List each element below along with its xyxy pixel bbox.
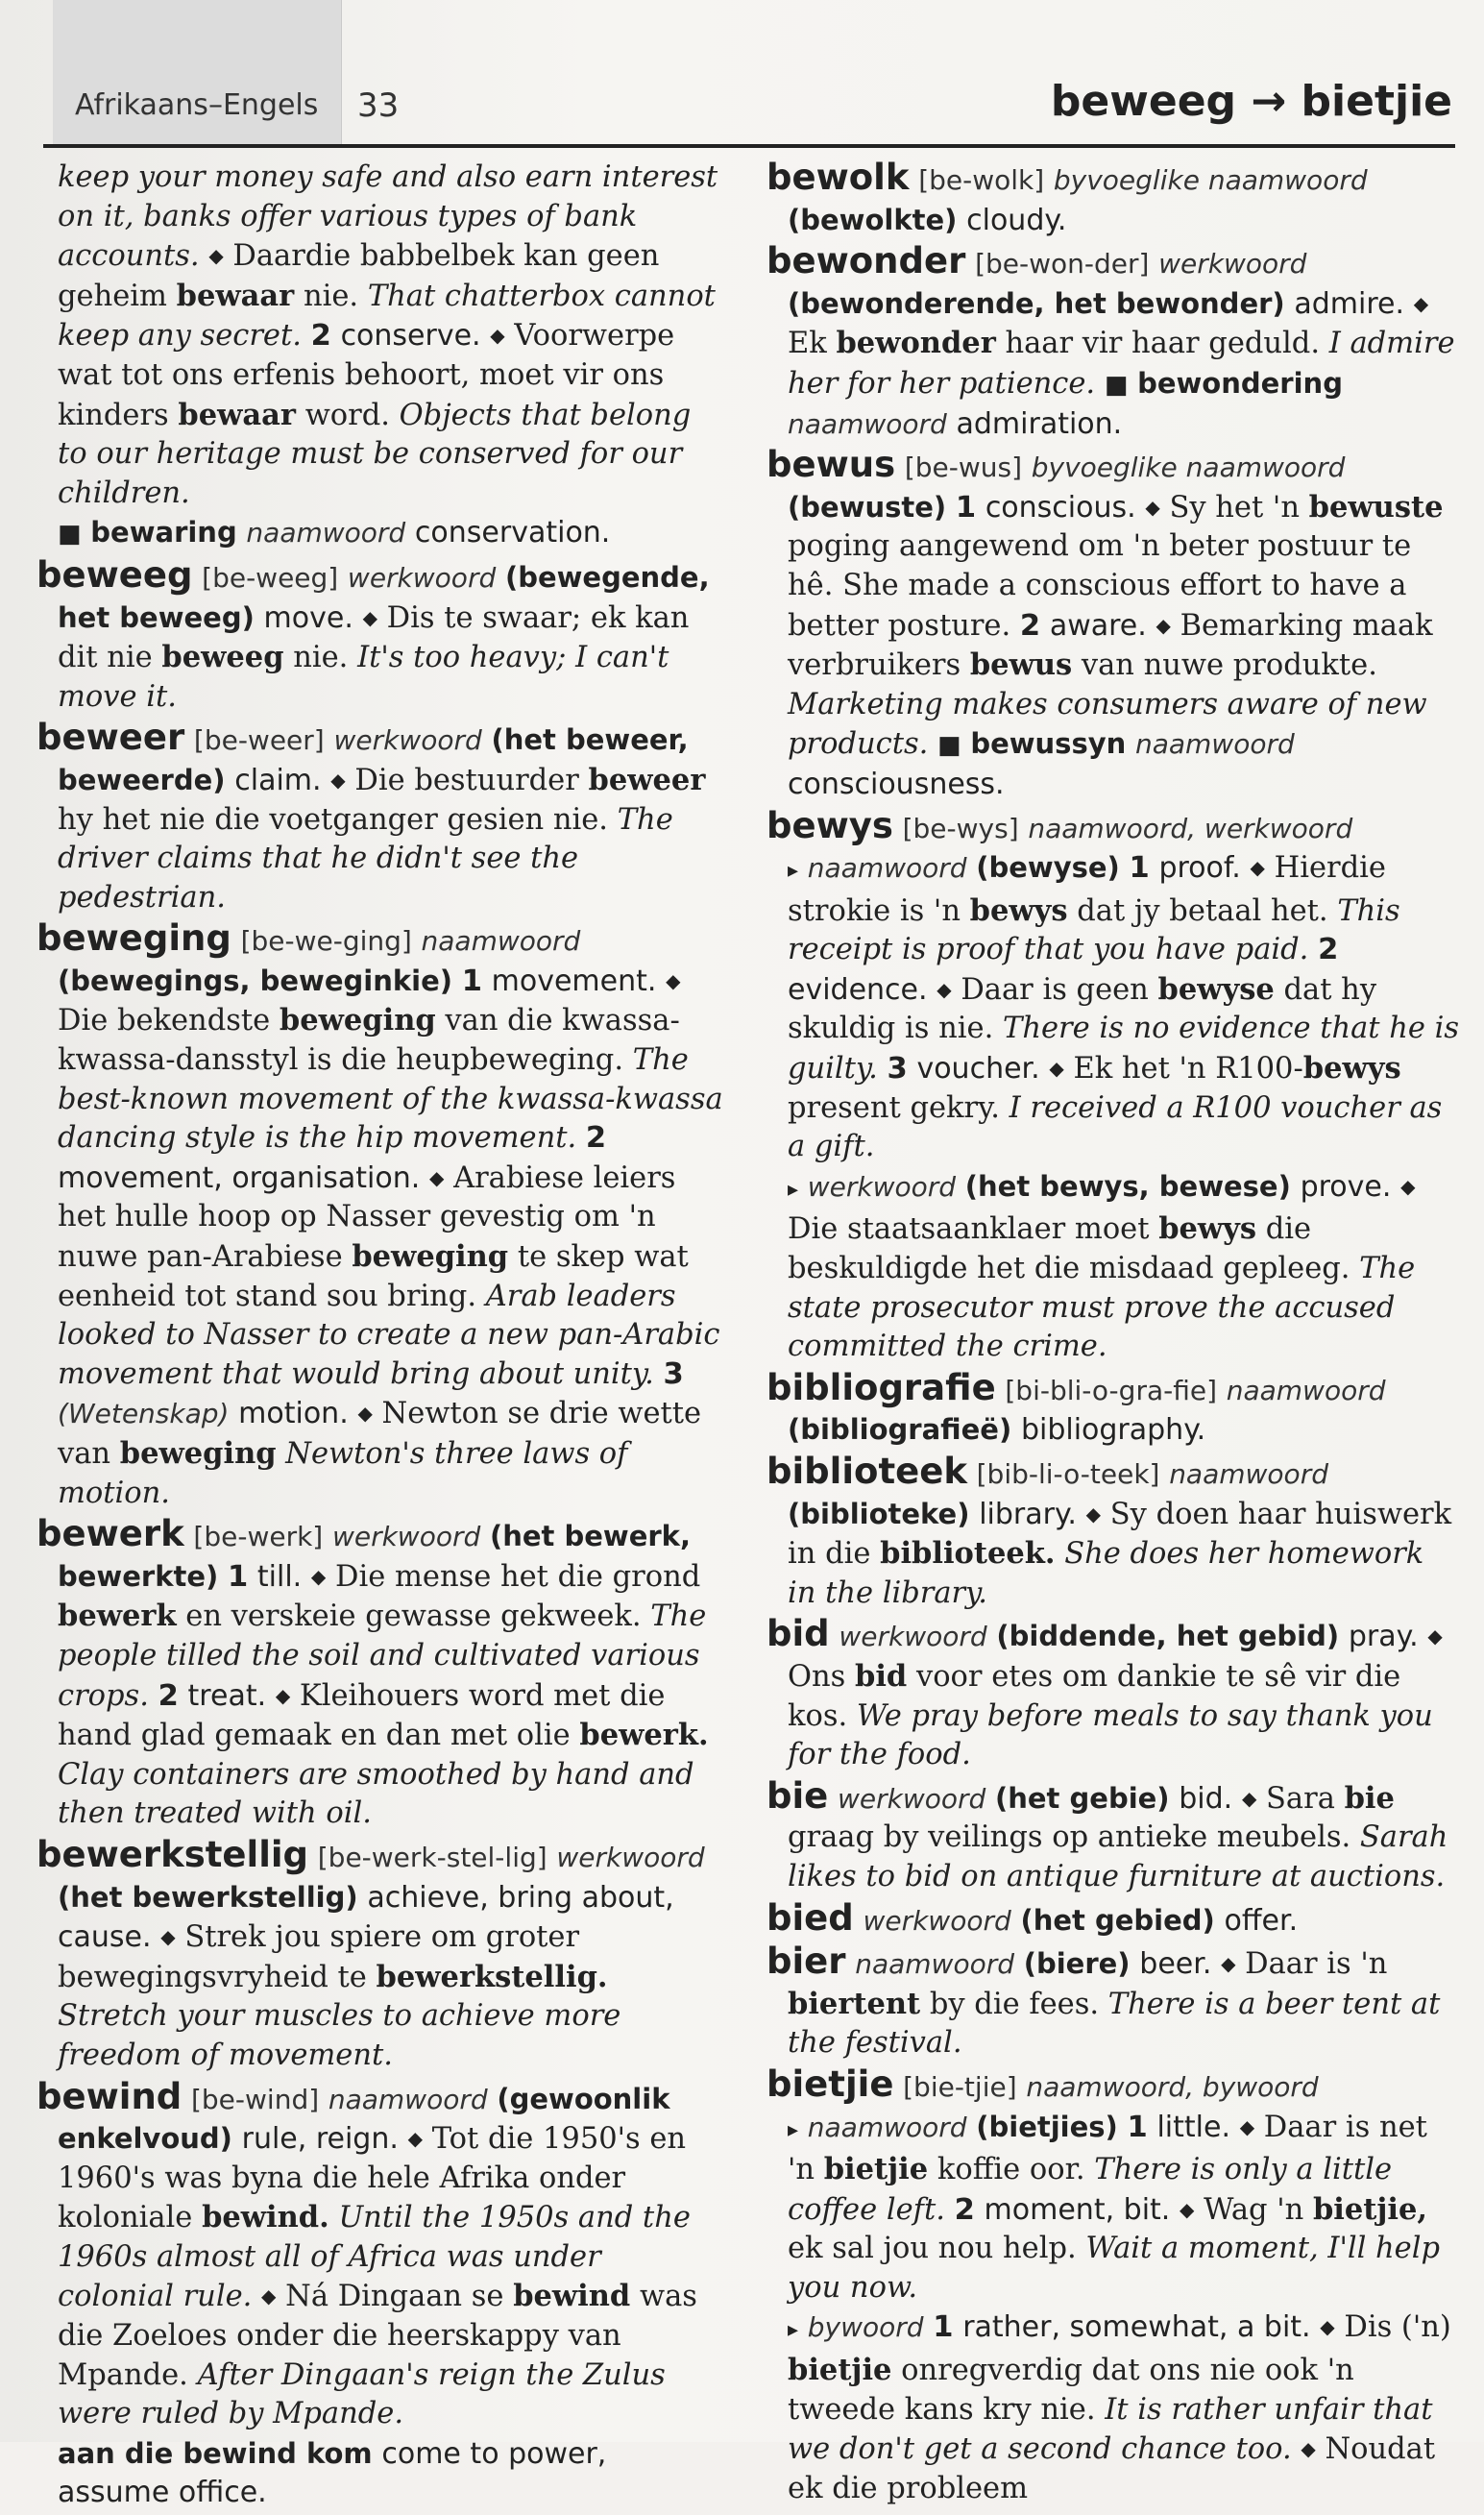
headword: bewind [36, 2075, 182, 2117]
headword: bier [766, 1941, 846, 1983]
entry-bewind: bewind [be-wind] naamwoord (gewoonlik enkelvoud) rule, reign. ◆ Tot die 1950's en 1960's was byna die hele Afrika onder koloniale bewind. Until the 1950s and the 1960s almost all of Africa was under colonial rule. ◆ Ná Dingaan se bewind was die Zoeloes onder die heerskappy van Mpande. After Dingaan's reign the Zulus were ruled by Mpande. aan die bewind kom come to power, assume office. [36, 2075, 697, 2510]
derivative-marker-icon: ■ [1104, 370, 1129, 400]
headword: bewerkstellig [36, 1833, 309, 1875]
entry-beweer: beweer [be-weer] werkwoord (het beweer, beweerde) claim. ◆ Die bestuurder beweer hy het nie die voetganger gesien nie. The driver claims that he didn't see the pedestrian. [36, 717, 706, 915]
entry-bewolk: bewolk [be-wolk] byvoeglike naamwoord (bewolkte) cloudy. [766, 157, 1368, 237]
entry-bier: bier naamwoord (biere) beer. ◆ Daar is 'n biertent by die fees. There is a beer tent at the festival. [766, 1941, 1441, 2061]
header-rule [43, 144, 1455, 148]
entry-bewys: bewys [be-wys] naamwoord, werkwoord ▸ naamwoord (bewyse) 1 proof. ◆ Hierdie strokie is 'n bewys dat jy betaal het. This receipt is proof that you have paid. 2 evidence. ◆ Daar is geen bewyse dat hy skuldig is nie. There is no evidence that he is guilty. 3 voucher. ◆ Ek het 'n R100-bewys present gekry. I received a R100 voucher as a gift. ▸ werkwoord (het bewys, bewese) prove. ◆ Die staatsaanklaer moet bewys die beskuldigde het die misdaad gepleeg. The state prosecutor must prove the accused committed the crime. [766, 804, 1460, 1364]
headword: bewus [766, 444, 896, 486]
headword: beweer [36, 717, 185, 759]
section-language-label: Afrikaans–Engels [75, 88, 319, 122]
headword: biblioteek [766, 1451, 967, 1492]
sense-pointer-icon: ▸ [788, 2318, 799, 2343]
derivative-marker-icon: ■ [937, 731, 961, 761]
entry-beweging: beweging [be-we-ging] naamwoord (bewegings, beweginkie) 1 movement. ◆ Die bekendste beweging van die kwassa-kwassa-dansstyl is die heupbeweging. The best-known movement of the kwassa-kwassa dancing style is the hip movement. 2 movement, organisation. ◆ Arabiese leiers het hulle hoop op Nasser gevestig om 'n nuwe pan-Arabiese beweging te skep wat eenheid tot stand sou bring. Arab leaders looked to Nasser to create a new pan-Arabic movement that would bring about unity. 3 (Wetenskap) motion. ◆ Newton se drie wette van beweging Newton's three laws of motion. [36, 917, 723, 1510]
headword: bewerk [36, 1513, 184, 1555]
headword: bied [766, 1896, 854, 1939]
entry-biblioteek: biblioteek [bib-li-o-teek] naamwoord (biblioteke) library. ◆ Sy doen haar huiswerk in die biblioteek. She does her homework in the library. [766, 1451, 1452, 1610]
page-number: 33 [357, 86, 400, 125]
page-header [0, 0, 1484, 144]
derivative-marker-icon: ■ [58, 520, 82, 549]
headword: beweging [36, 917, 231, 960]
section-tab [53, 0, 342, 144]
entry-bewaar-continued: keep your money safe and also earn interest on it, banks offer various types of bank accounts. ◆ Daardie babbelbek kan geen geheim bewaar nie. That chatterbox cannot keep any secret. 2 conserve. ◆ Voorwerpe wat tot ons erfenis behoort, moet vir ons kinders bewaar word. Objects that belong to our heritage must be conserved for our children. ■ bewaring naamwoord conservation. [58, 160, 718, 550]
headword: bewys [766, 804, 893, 846]
entry-bietjie: bietjie [bie-tjie] naamwoord, bywoord ▸ naamwoord (bietjies) 1 little. ◆ Daar is net 'n bietjie koffie oor. There is only a little coffee left. 2 moment, bit. ◆ Wag 'n bietjie, ek sal jou nou help. Wait a moment, I'll help you now. ▸ bywoord 1 rather, somewhat, a bit. ◆ Dis ('n) bietjie onregverdig dat ons nie ook 'n tweede kans kry nie. It is rather unfair that we don't get a second chance too. ◆ Noudat ek die probleem [766, 2063, 1451, 2505]
headword: beweeg [36, 553, 193, 596]
entry-bied: bied werkwoord (het gebied) offer. [766, 1896, 1299, 1939]
entry-bie: bie werkwoord (het gebie) bid. ◆ Sara bie graag by veilings op antieke meubels. Sarah likes to bid on antique furniture at auctions. [766, 1774, 1448, 1893]
entry-bewerk: bewerk [be-werk] werkwoord (het bewerk, bewerkte) 1 till. ◆ Die mense het die grond bewerk en verskeie gewasse gekweek. The people tilled the soil and cultivated various crops. 2 treat. ◆ Kleihouers word met die hand glad gemaak en dan met olie bewerk. Clay containers are smoothed by hand and then treated with oil. [36, 1513, 709, 1831]
right-column [766, 159, 1460, 2510]
entry-bid: bid werkwoord (biddende, het gebid) pray. ◆ Ons bid voor etes om dankie te sê vir die kos. We pray before meals to say thank you for the food. [766, 1613, 1443, 1772]
entry-bewonder: bewonder [be-won-der] werkwoord (bewonderende, het bewonder) admire. ◆ Ek bewonder haar vir haar geduld. I admire her for her patience. ■ bewondering naamwoord admiration. [766, 240, 1455, 441]
sense-pointer-icon: ▸ [788, 1177, 799, 1202]
left-column [36, 159, 726, 2515]
headword: bietjie [766, 2063, 894, 2105]
headword: bibliografie [766, 1366, 996, 1408]
headword: bie [766, 1774, 829, 1817]
entry-bewerkstellig: bewerkstellig [be-werk-stel-lig] werkwoord (het bewerkstellig) achieve, bring about, cause. ◆ Strek jou spiere om groter bewegingsvryheid te bewerkstellig. Stretch your muscles to achieve more freedom of movement. [36, 1833, 705, 2072]
sense-pointer-icon: ▸ [788, 859, 799, 884]
headword: bewolk [766, 157, 910, 198]
entry-bibliografie: bibliografie [bi-bli-o-gra-fie] naamwoord (bibliografieë) bibliography. [766, 1366, 1386, 1448]
entry-bewus: bewus [be-wus] byvoeglike naamwoord (bewuste) 1 conscious. ◆ Sy het 'n bewuste poging aangewend om 'n beter postuur te hê. She made a conscious effort to have a better posture. 2 aware. ◆ Bemarking maak verbruikers bewus van nuwe produkte. Marketing makes consumers aware of new products. ■ bewussyn naamwoord consciousness. [766, 444, 1444, 801]
sense-pointer-icon: ▸ [788, 2117, 799, 2142]
entry-beweeg: beweeg [be-weeg] werkwoord (bewegende, het beweeg) move. ◆ Dis te swaar; ek kan dit nie beweeg nie. It's too heavy; I can't move it. [36, 553, 710, 714]
headword: bid [766, 1613, 830, 1655]
headword: bewonder [766, 240, 966, 282]
guide-word-range: beweeg → bietjie [1050, 77, 1452, 126]
